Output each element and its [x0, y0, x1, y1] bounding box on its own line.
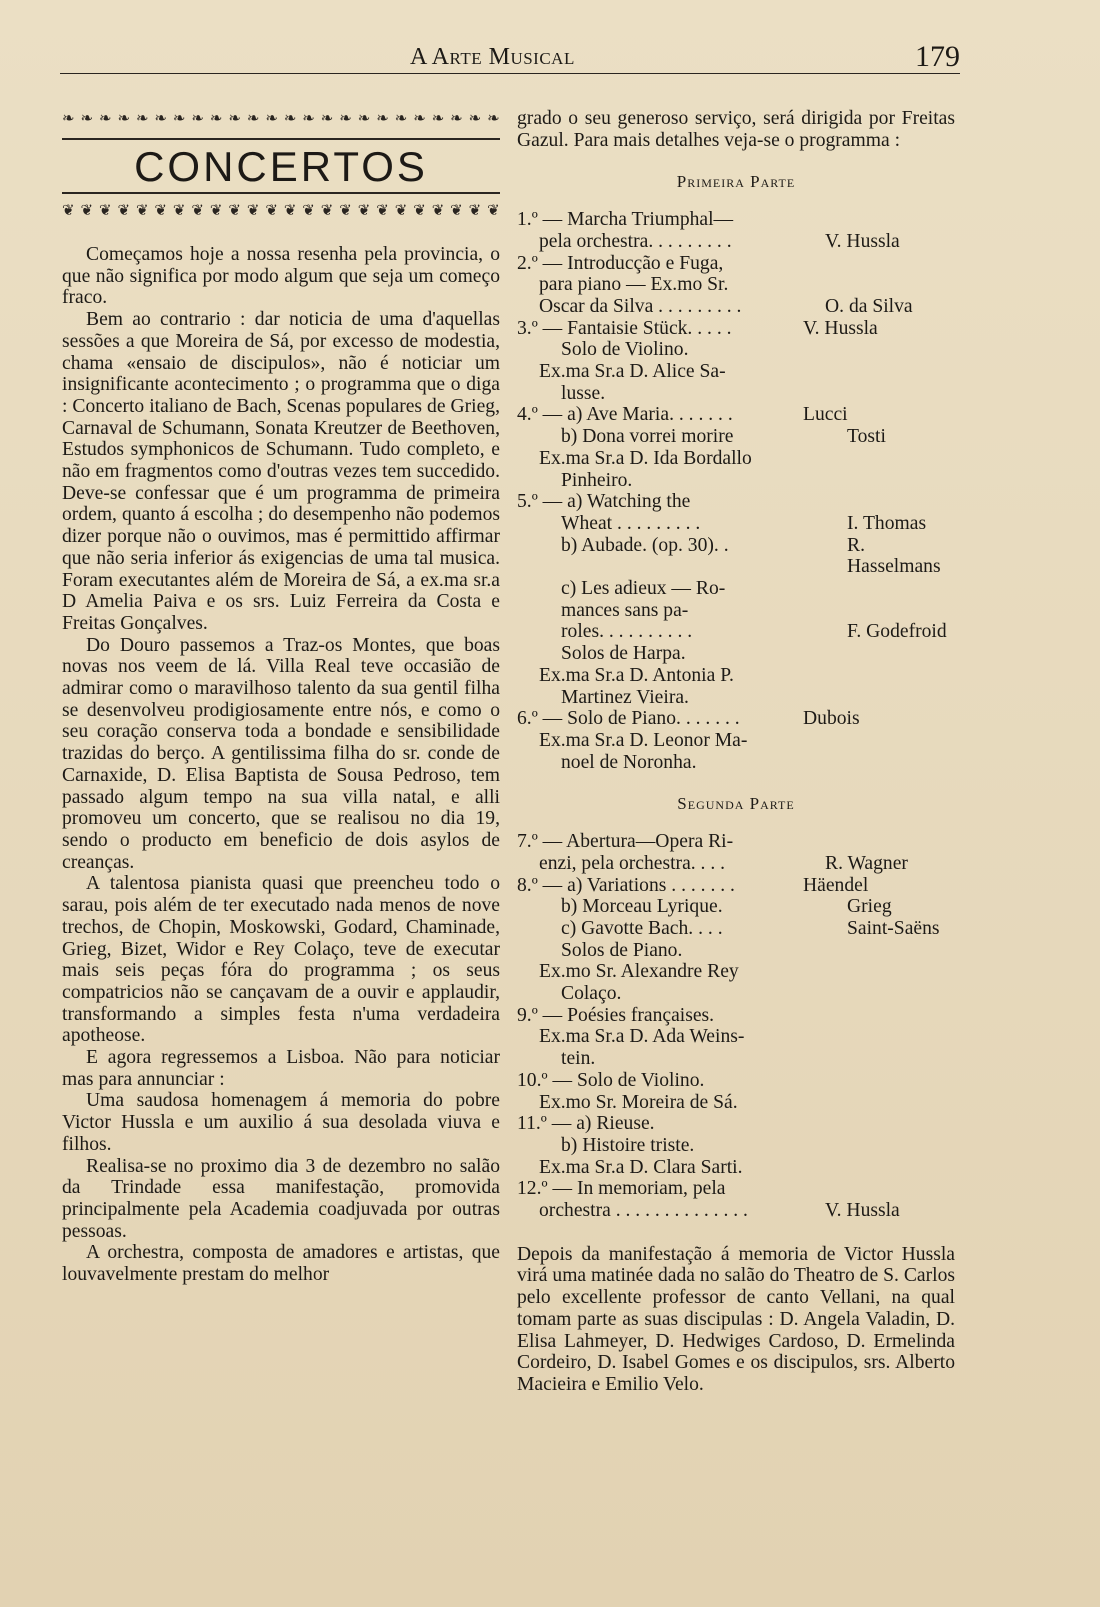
program-line	[517, 470, 955, 492]
program-line	[517, 404, 955, 426]
program-part-one	[517, 209, 955, 773]
program-composer	[845, 1135, 955, 1157]
program-line	[517, 600, 955, 622]
page-number: 179	[915, 40, 960, 73]
program-line	[517, 383, 955, 405]
program-piece: c) Les adieux — Ro-	[561, 578, 726, 600]
program-piece: b) Dona vorrei morire	[561, 426, 734, 448]
program-piece: Solos de Harpa.	[561, 643, 686, 665]
program-line	[517, 875, 955, 897]
program-composer: Lucci	[803, 404, 848, 426]
program-line	[517, 426, 955, 448]
program-composer: Tosti	[847, 426, 886, 448]
program-piece: Martinez Vieira.	[561, 686, 689, 708]
program-composer: F. Godefroid	[847, 621, 947, 643]
program-line	[517, 274, 955, 296]
program-composer	[845, 687, 955, 709]
program-line	[517, 1070, 955, 1092]
program-composer	[845, 470, 955, 492]
program-composer	[823, 665, 955, 687]
program-piece: 5.º — a) Watching the	[517, 491, 691, 513]
program-piece: Ex.ma Sr.a D. Antonia P.	[539, 664, 734, 686]
program-composer	[801, 1005, 955, 1027]
program-composer	[845, 752, 955, 774]
program-piece: Oscar da Silva . . . . . . . . .	[539, 295, 742, 317]
program-composer	[845, 600, 955, 622]
program-composer: Häendel	[803, 874, 869, 896]
program-piece: 10.º — Solo de Violino.	[517, 1069, 705, 1091]
program-composer: O. da Silva	[825, 295, 913, 317]
program-composer	[823, 361, 955, 383]
paragraph: Bem ao contrario : dar noticia de uma d'aquellas sessões a que Moreira de Sá, por excesso de modestia, chama «ensaio de discipulos», não é noticiar um insignificante acontecimento ; o programma que o diga : Concerto italiano de Bach, Scenas populares de Grieg, Carnaval de Schumann, Sonata Kreutzer de Beethoven, Estudos symphonicos de Schumann. Tudo completo, e não em fragmentos como d'outras vezes tem succedido. Deve-se confessar que é um programma de primeira ordem, quanto á escolha ; do desempenho não podemos dizer porque não o ouvimos, mas é permittido affirmar que não seria inferior ás exigencias de uma tal musica. Foram executantes além de Moreira de Sá, a ex.ma sr.a D Amelia Paiva e os srs. Luiz Ferreira da Costa e Freitas Gonçalves.	[62, 309, 500, 634]
headline-box	[62, 138, 500, 194]
program-composer	[845, 940, 955, 962]
program-line	[517, 730, 955, 752]
program-piece: 8.º — a) Variations . . . . . . .	[517, 874, 735, 896]
program-line	[517, 752, 955, 774]
program-line	[517, 918, 955, 940]
program-part-two	[517, 831, 955, 1222]
program-composer	[801, 253, 955, 275]
program-piece: 9.º — Poésies françaises.	[517, 1004, 715, 1026]
program-piece: 2.º — Introducção e Fuga,	[517, 252, 724, 274]
program-composer	[823, 274, 955, 296]
program-composer	[823, 448, 955, 470]
program-piece: b) Aubade. (op. 30). .	[561, 534, 729, 556]
program-line	[517, 708, 955, 730]
program-piece: 4.º — a) Ave Maria. . . . . . .	[517, 404, 733, 426]
program-composer: V. Hussla	[803, 317, 878, 339]
program-line	[517, 1026, 955, 1048]
program-piece: noel de Noronha.	[561, 751, 697, 773]
program-composer: I. Thomas	[847, 512, 927, 534]
program-line	[517, 831, 955, 853]
program-piece: 6.º — Solo de Piano. . . . . . .	[517, 708, 740, 730]
article-headline: CONCERTOS	[134, 143, 428, 190]
program-composer	[801, 1113, 955, 1135]
program-piece: Ex.mo Sr. Moreira de Sá.	[539, 1091, 738, 1113]
program-line	[517, 513, 955, 535]
paragraph: Uma saudosa homenagem á memoria do pobre Victor Hussla e um auxilio á sua desolada viuva e filhos.	[62, 1090, 500, 1155]
program-piece: mances sans pa-	[561, 599, 689, 621]
program-line	[517, 339, 955, 361]
program-piece: Ex.ma Sr.a D. Clara Sarti.	[539, 1156, 743, 1178]
program-piece: Pinheiro.	[561, 469, 633, 491]
program-line	[517, 1005, 955, 1027]
program-line	[517, 253, 955, 275]
program-composer	[845, 1048, 955, 1070]
program-line	[517, 491, 955, 513]
paragraph: Começamos hoje a nossa resenha pela provincia, o que não significa por modo algum que seja um começo fraco.	[62, 244, 500, 309]
program-line	[517, 643, 955, 665]
program-composer	[823, 1157, 955, 1179]
program-line	[517, 961, 955, 983]
program-composer	[845, 983, 955, 1005]
program-composer: V. Hussla	[825, 230, 900, 252]
journal-title: A Arte Musical	[410, 44, 575, 70]
program-composer	[823, 961, 955, 983]
program-line	[517, 1113, 955, 1135]
program-line	[517, 1200, 955, 1222]
paragraph: A orchestra, composta de amadores e artistas, que louvavelmente prestam do melhor	[62, 1242, 500, 1286]
program-piece: b) Histoire triste.	[561, 1134, 695, 1156]
program-piece: lusse.	[561, 382, 606, 404]
left-column	[62, 108, 500, 1286]
program-piece: c) Gavotte Bach. . . .	[561, 917, 723, 939]
program-piece: Solos de Piano.	[561, 939, 683, 961]
program-line	[517, 209, 955, 231]
program-line	[517, 983, 955, 1005]
program-line	[517, 448, 955, 470]
program-composer	[801, 209, 955, 231]
program-line	[517, 940, 955, 962]
program-piece: para piano — Ex.mo Sr.	[539, 274, 729, 296]
program-piece: Ex.ma Sr.a D. Ada Weins-	[539, 1026, 745, 1048]
program-line	[517, 1048, 955, 1070]
bottom-ornament: ❦ ❦ ❦ ❦ ❦ ❦ ❦ ❦ ❦ ❦ ❦ ❦ ❦ ❦ ❦ ❦ ❦ ❦ ❦ ❦ ❦ ❦ ❦ ❦	[62, 203, 500, 219]
program-piece: Ex.ma Sr.a D. Ida Bordallo	[539, 447, 752, 469]
program-composer	[845, 643, 955, 665]
program-composer: Grieg	[847, 896, 892, 918]
paragraph: grado o seu generoso serviço, será dirigida por Freitas Gazul. Para mais detalhes veja-se o programma :	[517, 108, 955, 151]
program-line	[517, 578, 955, 600]
program-piece: Ex.ma Sr.a D. Leonor Ma-	[539, 729, 748, 751]
program-line	[517, 318, 955, 340]
program-line	[517, 361, 955, 383]
program-piece: pela orchestra. . . . . . . . .	[539, 230, 732, 252]
program-line	[517, 853, 955, 875]
program-composer: V. Hussla	[825, 1200, 900, 1222]
program-line	[517, 687, 955, 709]
program-line	[517, 296, 955, 318]
program-composer	[845, 339, 955, 361]
program-line	[517, 535, 955, 578]
program-piece: Ex.ma Sr.a D. Alice Sa-	[539, 361, 726, 383]
part-two-title: Segunda Parte	[677, 794, 795, 814]
program-composer: R. Hasselmans	[847, 534, 941, 578]
right-column	[517, 108, 955, 1396]
program-composer	[845, 383, 955, 405]
program-line	[517, 621, 955, 643]
program-composer	[823, 730, 955, 752]
program-line	[517, 231, 955, 253]
program-composer: Dubois	[803, 708, 860, 730]
program-piece: roles. . . . . . . . . .	[561, 621, 693, 643]
paragraph: Realisa-se no proximo dia 3 de dezembro no salão da Trindade essa manifestação, promovida principalmente pela Academia coadjuvada por outras pessoas.	[62, 1155, 500, 1242]
program-line	[517, 1178, 955, 1200]
header-rule	[60, 73, 960, 74]
program-piece: Solo de Violino.	[561, 339, 689, 361]
program-piece: 11.º — a) Rieuse.	[517, 1113, 655, 1135]
program-piece: 3.º — Fantaisie Stück. . . . .	[517, 317, 732, 339]
program-composer	[801, 491, 955, 513]
program-composer	[801, 1070, 955, 1092]
program-piece: tein.	[561, 1048, 596, 1070]
paragraph: A talentosa pianista quasi que preencheu todo o sarau, pois além de ter executado nada menos de nove trechos, de Chopin, Moskowski, Godard, Chaminade, Grieg, Bizet, Widor e Rey Colaço, teve de executar mais seis peças fóra do programma ; os seus compatricios não se cançavam de a ouvir e applaudir, transformando a simples festa n'uma verdadeira apotheose.	[62, 873, 500, 1047]
program-composer	[801, 831, 955, 853]
program-piece: Ex.mo Sr. Alexandre Rey	[539, 961, 739, 983]
program-line	[517, 1092, 955, 1114]
program-piece: b) Morceau Lyrique.	[561, 896, 723, 918]
program-composer	[801, 1178, 955, 1200]
program-piece: 7.º — Abertura—Opera Ri-	[517, 831, 734, 853]
paragraph: E agora regressemos a Lisboa. Não para noticiar mas para annunciar :	[62, 1047, 500, 1090]
paragraph: Do Douro passemos a Traz-os Montes, que boas novas nos veem de lá. Villa Real teve occasião de admirar como o maravilhoso talento da sua gentil filha se desenvolveu prodigiosamente entre nós, e como o seu coração conserva toda a bondade e sensibilidade trazidas do berço. A gentilissima filha do sr. conde de Carnaxide, D. Elisa Baptista de Sousa Pedroso, tem passado algum tempo na sua villa natal, e alli promoveu um concerto, que se realisou no dia 19, sendo o producto em beneficio de dois asylos de creanças.	[62, 634, 500, 873]
program-piece: orchestra . . . . . . . . . . . . . .	[539, 1200, 748, 1222]
program-line	[517, 1135, 955, 1157]
program-line	[517, 1157, 955, 1179]
program-line	[517, 665, 955, 687]
program-piece: Wheat . . . . . . . . .	[561, 512, 701, 534]
program-piece: enzi, pela orchestra. . . .	[539, 852, 726, 874]
program-composer	[823, 1026, 955, 1048]
program-piece: 12.º — In memoriam, pela	[517, 1178, 726, 1200]
program-piece: 1.º — Marcha Triumphal—	[517, 209, 734, 231]
program-composer: R. Wagner	[825, 852, 908, 874]
paragraph: Depois da manifestação á memoria de Victor Hussla virá uma matinée dada no salão do Theatro de S. Carlos pelo excellente professor de canto Vellani, na qual tomam parte as suas discipulas : D. Angela Valadin, D. Elisa Lahmeyer, D. Hedwiges Cardoso, D. Ermelinda Cordeiro, D. Isabel Gomes e os discipulos, srs. Alberto Macieira e Emilio Velo.	[517, 1243, 955, 1395]
part-one-title: Primeira Parte	[676, 172, 796, 192]
program-composer	[845, 578, 955, 600]
page-header	[60, 38, 960, 78]
top-ornament: ❧ ❧ ❧ ❧ ❧ ❧ ❧ ❧ ❧ ❧ ❧ ❧ ❧ ❧ ❧ ❧ ❧ ❧ ❧ ❧ ❧ ❧ ❧ ❧	[62, 111, 500, 127]
program-line	[517, 896, 955, 918]
program-composer: Saint-Saëns	[847, 917, 940, 939]
program-piece: Colaço.	[561, 983, 622, 1005]
closing-block	[517, 1244, 955, 1396]
program-composer	[823, 1092, 955, 1114]
